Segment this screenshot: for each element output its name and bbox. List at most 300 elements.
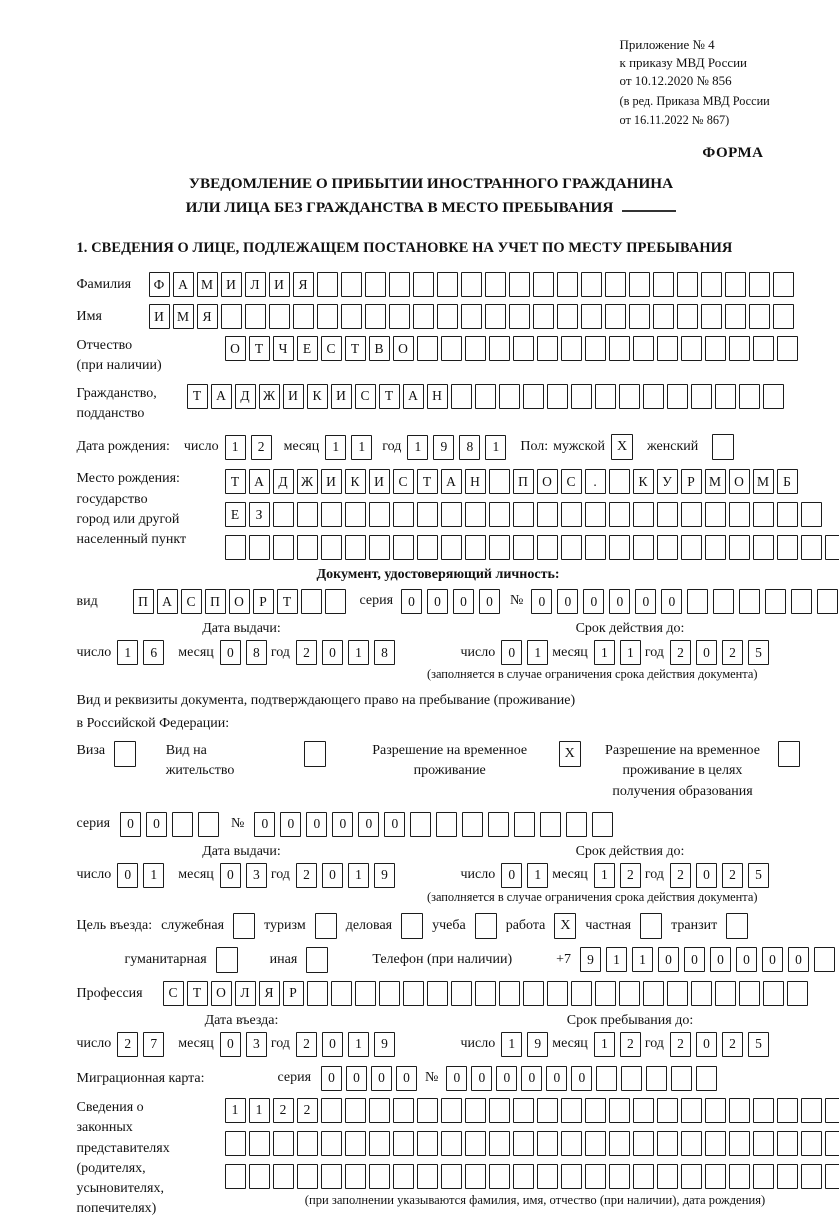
char-cell[interactable] xyxy=(671,1066,692,1091)
char-cell[interactable] xyxy=(777,1098,798,1123)
char-cell[interactable] xyxy=(561,336,582,361)
char-cell[interactable]: А xyxy=(157,589,178,614)
char-cell[interactable] xyxy=(729,336,750,361)
char-cell[interactable]: Я xyxy=(197,304,218,329)
char-cell[interactable]: 0 xyxy=(583,589,604,614)
char-cell[interactable] xyxy=(513,1131,534,1156)
char-cell[interactable] xyxy=(369,502,390,527)
char-cell[interactable]: С xyxy=(321,336,342,361)
char-cell[interactable] xyxy=(465,336,486,361)
char-cell[interactable] xyxy=(667,384,688,409)
char-cell[interactable] xyxy=(273,1131,294,1156)
char-cell[interactable]: К xyxy=(345,469,366,494)
char-cell[interactable]: П xyxy=(513,469,534,494)
char-cell[interactable]: 1 xyxy=(485,435,506,460)
char-cell[interactable] xyxy=(441,1098,462,1123)
char-cell[interactable] xyxy=(595,384,616,409)
char-cell[interactable] xyxy=(585,1131,606,1156)
char-cell[interactable]: 1 xyxy=(117,640,138,665)
char-cell[interactable]: 1 xyxy=(501,1032,522,1057)
char-cell[interactable]: И xyxy=(221,272,242,297)
char-cell[interactable] xyxy=(561,502,582,527)
char-cell[interactable]: 0 xyxy=(661,589,682,614)
char-cell[interactable]: 0 xyxy=(117,863,138,888)
char-cell[interactable] xyxy=(441,336,462,361)
char-cell[interactable] xyxy=(499,981,520,1006)
char-cell[interactable] xyxy=(297,535,318,560)
char-cell[interactable]: З xyxy=(249,502,270,527)
char-cell[interactable] xyxy=(561,1131,582,1156)
char-cell[interactable] xyxy=(379,981,400,1006)
char-cell[interactable] xyxy=(489,469,510,494)
char-cell[interactable] xyxy=(705,535,726,560)
char-cell[interactable]: 9 xyxy=(374,1032,395,1057)
char-cell[interactable] xyxy=(609,1164,630,1189)
char-cell[interactable] xyxy=(514,812,535,837)
char-cell[interactable] xyxy=(557,272,578,297)
char-cell[interactable] xyxy=(581,304,602,329)
char-cell[interactable] xyxy=(441,1131,462,1156)
char-cell[interactable] xyxy=(547,981,568,1006)
char-cell[interactable] xyxy=(657,1164,678,1189)
char-cell[interactable] xyxy=(609,336,630,361)
char-cell[interactable]: 9 xyxy=(374,863,395,888)
char-cell[interactable]: 0 xyxy=(531,589,552,614)
char-cell[interactable] xyxy=(729,1098,750,1123)
char-cell[interactable]: Н xyxy=(465,469,486,494)
char-cell[interactable] xyxy=(465,502,486,527)
char-cell[interactable]: 0 xyxy=(220,640,241,665)
char-cell[interactable] xyxy=(523,384,544,409)
char-cell[interactable]: 2 xyxy=(722,640,743,665)
char-cell[interactable] xyxy=(369,1098,390,1123)
char-cell[interactable] xyxy=(667,981,688,1006)
char-cell[interactable] xyxy=(571,384,592,409)
char-cell[interactable] xyxy=(437,304,458,329)
char-cell[interactable]: 8 xyxy=(459,435,480,460)
char-cell[interactable] xyxy=(441,502,462,527)
char-cell[interactable] xyxy=(393,1098,414,1123)
char-cell[interactable]: 0 xyxy=(521,1066,542,1091)
char-cell[interactable] xyxy=(825,1098,839,1123)
char-cell[interactable]: Л xyxy=(245,272,266,297)
char-cell[interactable] xyxy=(725,272,746,297)
char-cell[interactable]: Ф xyxy=(149,272,170,297)
char-cell[interactable] xyxy=(801,502,822,527)
char-cell[interactable]: П xyxy=(205,589,226,614)
char-cell[interactable] xyxy=(436,812,457,837)
char-cell[interactable] xyxy=(749,272,770,297)
char-cell[interactable] xyxy=(619,981,640,1006)
char-cell[interactable]: О xyxy=(229,589,250,614)
char-cell[interactable] xyxy=(677,272,698,297)
char-cell[interactable] xyxy=(451,981,472,1006)
char-cell[interactable] xyxy=(729,535,750,560)
char-cell[interactable]: Я xyxy=(259,981,280,1006)
checkbox-temp-residence-education[interactable] xyxy=(778,741,800,767)
char-cell[interactable] xyxy=(787,981,808,1006)
char-cell[interactable] xyxy=(345,502,366,527)
char-cell[interactable] xyxy=(739,981,760,1006)
char-cell[interactable] xyxy=(393,535,414,560)
char-cell[interactable] xyxy=(629,272,650,297)
char-cell[interactable] xyxy=(461,272,482,297)
char-cell[interactable] xyxy=(633,1131,654,1156)
char-cell[interactable] xyxy=(475,384,496,409)
char-cell[interactable] xyxy=(427,981,448,1006)
char-cell[interactable] xyxy=(633,336,654,361)
char-cell[interactable]: 0 xyxy=(371,1066,392,1091)
checkbox-official[interactable] xyxy=(233,913,255,939)
char-cell[interactable]: 9 xyxy=(527,1032,548,1057)
char-cell[interactable] xyxy=(705,502,726,527)
char-cell[interactable]: 0 xyxy=(557,589,578,614)
char-cell[interactable] xyxy=(657,535,678,560)
char-cell[interactable]: 7 xyxy=(143,1032,164,1057)
char-cell[interactable] xyxy=(681,1164,702,1189)
checkbox-humanitarian[interactable] xyxy=(216,947,238,973)
char-cell[interactable] xyxy=(417,502,438,527)
char-cell[interactable] xyxy=(410,812,431,837)
char-cell[interactable] xyxy=(643,981,664,1006)
char-cell[interactable] xyxy=(585,336,606,361)
char-cell[interactable] xyxy=(393,1131,414,1156)
char-cell[interactable] xyxy=(557,304,578,329)
char-cell[interactable] xyxy=(609,469,630,494)
checkbox-visa[interactable] xyxy=(114,741,136,767)
char-cell[interactable] xyxy=(715,384,736,409)
char-cell[interactable] xyxy=(417,1098,438,1123)
char-cell[interactable]: 0 xyxy=(736,947,757,972)
char-cell[interactable]: Е xyxy=(297,336,318,361)
char-cell[interactable] xyxy=(653,272,674,297)
char-cell[interactable] xyxy=(592,812,613,837)
char-cell[interactable] xyxy=(389,272,410,297)
char-cell[interactable] xyxy=(765,589,786,614)
char-cell[interactable]: А xyxy=(211,384,232,409)
checkbox-temp-residence[interactable]: X xyxy=(559,741,581,767)
char-cell[interactable]: 1 xyxy=(143,863,164,888)
char-cell[interactable] xyxy=(365,304,386,329)
char-cell[interactable] xyxy=(581,272,602,297)
char-cell[interactable]: 2 xyxy=(296,863,317,888)
char-cell[interactable] xyxy=(417,535,438,560)
char-cell[interactable]: 1 xyxy=(225,435,246,460)
char-cell[interactable] xyxy=(681,1131,702,1156)
char-cell[interactable] xyxy=(596,1066,617,1091)
char-cell[interactable] xyxy=(609,1131,630,1156)
char-cell[interactable] xyxy=(825,1164,839,1189)
char-cell[interactable] xyxy=(646,1066,667,1091)
char-cell[interactable] xyxy=(417,1131,438,1156)
char-cell[interactable] xyxy=(475,981,496,1006)
char-cell[interactable] xyxy=(489,535,510,560)
char-cell[interactable] xyxy=(249,1164,270,1189)
char-cell[interactable]: 5 xyxy=(748,640,769,665)
char-cell[interactable]: 0 xyxy=(306,812,327,837)
char-cell[interactable]: 2 xyxy=(296,1032,317,1057)
char-cell[interactable]: 0 xyxy=(658,947,679,972)
char-cell[interactable] xyxy=(417,1164,438,1189)
char-cell[interactable]: 0 xyxy=(280,812,301,837)
char-cell[interactable]: 1 xyxy=(348,1032,369,1057)
char-cell[interactable] xyxy=(461,304,482,329)
char-cell[interactable] xyxy=(269,304,290,329)
char-cell[interactable]: 2 xyxy=(620,1032,641,1057)
char-cell[interactable] xyxy=(657,502,678,527)
char-cell[interactable] xyxy=(221,304,242,329)
char-cell[interactable]: Е xyxy=(225,502,246,527)
char-cell[interactable] xyxy=(633,502,654,527)
char-cell[interactable]: К xyxy=(307,384,328,409)
char-cell[interactable] xyxy=(533,304,554,329)
char-cell[interactable] xyxy=(393,1164,414,1189)
char-cell[interactable] xyxy=(729,1164,750,1189)
char-cell[interactable] xyxy=(403,981,424,1006)
char-cell[interactable]: 0 xyxy=(696,640,717,665)
char-cell[interactable]: 0 xyxy=(346,1066,367,1091)
char-cell[interactable]: Т xyxy=(187,981,208,1006)
char-cell[interactable] xyxy=(801,535,822,560)
char-cell[interactable] xyxy=(321,1098,342,1123)
char-cell[interactable]: 0 xyxy=(635,589,656,614)
char-cell[interactable] xyxy=(561,1098,582,1123)
char-cell[interactable] xyxy=(441,535,462,560)
char-cell[interactable] xyxy=(561,1164,582,1189)
char-cell[interactable] xyxy=(465,1098,486,1123)
char-cell[interactable]: 1 xyxy=(348,640,369,665)
char-cell[interactable] xyxy=(633,1098,654,1123)
char-cell[interactable]: 0 xyxy=(146,812,167,837)
char-cell[interactable] xyxy=(523,981,544,1006)
char-cell[interactable]: 0 xyxy=(120,812,141,837)
char-cell[interactable]: 2 xyxy=(273,1098,294,1123)
char-cell[interactable] xyxy=(657,1131,678,1156)
char-cell[interactable] xyxy=(198,812,219,837)
char-cell[interactable] xyxy=(753,1131,774,1156)
char-cell[interactable]: 0 xyxy=(220,1032,241,1057)
char-cell[interactable] xyxy=(321,1164,342,1189)
char-cell[interactable] xyxy=(705,1164,726,1189)
char-cell[interactable] xyxy=(814,947,835,972)
char-cell[interactable] xyxy=(225,1164,246,1189)
char-cell[interactable] xyxy=(273,1164,294,1189)
char-cell[interactable]: Т xyxy=(249,336,270,361)
char-cell[interactable]: Д xyxy=(273,469,294,494)
char-cell[interactable]: 2 xyxy=(620,863,641,888)
char-cell[interactable] xyxy=(225,535,246,560)
char-cell[interactable] xyxy=(485,304,506,329)
char-cell[interactable] xyxy=(513,535,534,560)
char-cell[interactable] xyxy=(249,1131,270,1156)
char-cell[interactable]: М xyxy=(173,304,194,329)
char-cell[interactable] xyxy=(763,981,784,1006)
char-cell[interactable]: С xyxy=(355,384,376,409)
char-cell[interactable] xyxy=(605,272,626,297)
char-cell[interactable] xyxy=(713,589,734,614)
char-cell[interactable]: А xyxy=(249,469,270,494)
char-cell[interactable]: 0 xyxy=(546,1066,567,1091)
char-cell[interactable] xyxy=(509,272,530,297)
char-cell[interactable]: Ж xyxy=(259,384,280,409)
char-cell[interactable] xyxy=(297,1164,318,1189)
char-cell[interactable] xyxy=(345,535,366,560)
char-cell[interactable]: У xyxy=(657,469,678,494)
char-cell[interactable]: 0 xyxy=(427,589,448,614)
char-cell[interactable] xyxy=(537,1098,558,1123)
char-cell[interactable] xyxy=(297,502,318,527)
char-cell[interactable]: 5 xyxy=(748,863,769,888)
char-cell[interactable] xyxy=(301,589,322,614)
char-cell[interactable]: И xyxy=(269,272,290,297)
char-cell[interactable] xyxy=(619,384,640,409)
char-cell[interactable] xyxy=(609,535,630,560)
char-cell[interactable] xyxy=(621,1066,642,1091)
char-cell[interactable]: 0 xyxy=(496,1066,517,1091)
char-cell[interactable] xyxy=(753,502,774,527)
char-cell[interactable] xyxy=(489,1131,510,1156)
char-cell[interactable]: 2 xyxy=(722,1032,743,1057)
char-cell[interactable] xyxy=(691,384,712,409)
char-cell[interactable]: С xyxy=(181,589,202,614)
char-cell[interactable] xyxy=(691,981,712,1006)
char-cell[interactable] xyxy=(389,304,410,329)
checkbox-transit[interactable] xyxy=(726,913,748,939)
char-cell[interactable]: 0 xyxy=(220,863,241,888)
char-cell[interactable] xyxy=(777,336,798,361)
char-cell[interactable] xyxy=(393,502,414,527)
char-cell[interactable]: И xyxy=(149,304,170,329)
char-cell[interactable]: А xyxy=(403,384,424,409)
char-cell[interactable]: 9 xyxy=(433,435,454,460)
char-cell[interactable] xyxy=(629,304,650,329)
char-cell[interactable]: 0 xyxy=(321,1066,342,1091)
char-cell[interactable]: М xyxy=(197,272,218,297)
char-cell[interactable] xyxy=(172,812,193,837)
char-cell[interactable]: О xyxy=(729,469,750,494)
char-cell[interactable]: 0 xyxy=(446,1066,467,1091)
char-cell[interactable]: И xyxy=(321,469,342,494)
char-cell[interactable]: 0 xyxy=(609,589,630,614)
char-cell[interactable]: О xyxy=(537,469,558,494)
char-cell[interactable] xyxy=(657,1098,678,1123)
char-cell[interactable] xyxy=(245,304,266,329)
char-cell[interactable] xyxy=(465,1131,486,1156)
char-cell[interactable] xyxy=(513,1098,534,1123)
char-cell[interactable] xyxy=(753,1098,774,1123)
char-cell[interactable] xyxy=(225,1131,246,1156)
char-cell[interactable]: 1 xyxy=(225,1098,246,1123)
char-cell[interactable]: 1 xyxy=(632,947,653,972)
char-cell[interactable] xyxy=(705,1098,726,1123)
char-cell[interactable] xyxy=(566,812,587,837)
char-cell[interactable] xyxy=(297,1131,318,1156)
char-cell[interactable]: 0 xyxy=(332,812,353,837)
char-cell[interactable] xyxy=(681,336,702,361)
char-cell[interactable] xyxy=(681,1098,702,1123)
char-cell[interactable] xyxy=(609,1098,630,1123)
char-cell[interactable] xyxy=(488,812,509,837)
char-cell[interactable] xyxy=(317,272,338,297)
char-cell[interactable] xyxy=(417,336,438,361)
char-cell[interactable] xyxy=(677,304,698,329)
char-cell[interactable] xyxy=(696,1066,717,1091)
char-cell[interactable] xyxy=(725,304,746,329)
char-cell[interactable] xyxy=(701,304,722,329)
char-cell[interactable]: Т xyxy=(225,469,246,494)
char-cell[interactable] xyxy=(749,304,770,329)
char-cell[interactable]: 0 xyxy=(453,589,474,614)
char-cell[interactable]: 2 xyxy=(117,1032,138,1057)
char-cell[interactable] xyxy=(345,1164,366,1189)
char-cell[interactable] xyxy=(485,272,506,297)
char-cell[interactable]: С xyxy=(393,469,414,494)
char-cell[interactable] xyxy=(369,535,390,560)
char-cell[interactable] xyxy=(653,304,674,329)
char-cell[interactable] xyxy=(791,589,812,614)
char-cell[interactable]: О xyxy=(211,981,232,1006)
char-cell[interactable] xyxy=(325,589,346,614)
char-cell[interactable] xyxy=(321,502,342,527)
char-cell[interactable]: 2 xyxy=(670,640,691,665)
char-cell[interactable] xyxy=(489,1098,510,1123)
char-cell[interactable] xyxy=(753,1164,774,1189)
char-cell[interactable] xyxy=(753,535,774,560)
char-cell[interactable]: 0 xyxy=(401,589,422,614)
char-cell[interactable] xyxy=(273,502,294,527)
char-cell[interactable] xyxy=(537,535,558,560)
char-cell[interactable]: Т xyxy=(379,384,400,409)
char-cell[interactable]: Р xyxy=(283,981,304,1006)
char-cell[interactable] xyxy=(341,272,362,297)
char-cell[interactable] xyxy=(321,1131,342,1156)
char-cell[interactable] xyxy=(537,336,558,361)
char-cell[interactable] xyxy=(777,535,798,560)
char-cell[interactable]: 0 xyxy=(471,1066,492,1091)
checkbox-residence-permit[interactable] xyxy=(304,741,326,767)
char-cell[interactable] xyxy=(321,535,342,560)
char-cell[interactable] xyxy=(509,304,530,329)
char-cell[interactable] xyxy=(825,535,839,560)
char-cell[interactable] xyxy=(561,535,582,560)
char-cell[interactable]: Д xyxy=(235,384,256,409)
checkbox-female[interactable] xyxy=(712,434,734,460)
char-cell[interactable] xyxy=(345,1098,366,1123)
checkbox-male[interactable]: X xyxy=(611,434,633,460)
char-cell[interactable] xyxy=(462,812,483,837)
char-cell[interactable]: 1 xyxy=(348,863,369,888)
char-cell[interactable] xyxy=(307,981,328,1006)
char-cell[interactable]: 0 xyxy=(696,1032,717,1057)
char-cell[interactable]: А xyxy=(173,272,194,297)
char-cell[interactable] xyxy=(739,589,760,614)
char-cell[interactable]: О xyxy=(393,336,414,361)
char-cell[interactable]: Р xyxy=(253,589,274,614)
char-cell[interactable]: Ч xyxy=(273,336,294,361)
char-cell[interactable] xyxy=(513,336,534,361)
char-cell[interactable] xyxy=(355,981,376,1006)
char-cell[interactable]: С xyxy=(561,469,582,494)
char-cell[interactable]: 2 xyxy=(251,435,272,460)
char-cell[interactable] xyxy=(533,272,554,297)
char-cell[interactable] xyxy=(437,272,458,297)
char-cell[interactable]: . xyxy=(585,469,606,494)
char-cell[interactable] xyxy=(801,1164,822,1189)
char-cell[interactable]: 3 xyxy=(246,1032,267,1057)
char-cell[interactable] xyxy=(513,1164,534,1189)
char-cell[interactable]: Н xyxy=(427,384,448,409)
char-cell[interactable] xyxy=(777,1164,798,1189)
